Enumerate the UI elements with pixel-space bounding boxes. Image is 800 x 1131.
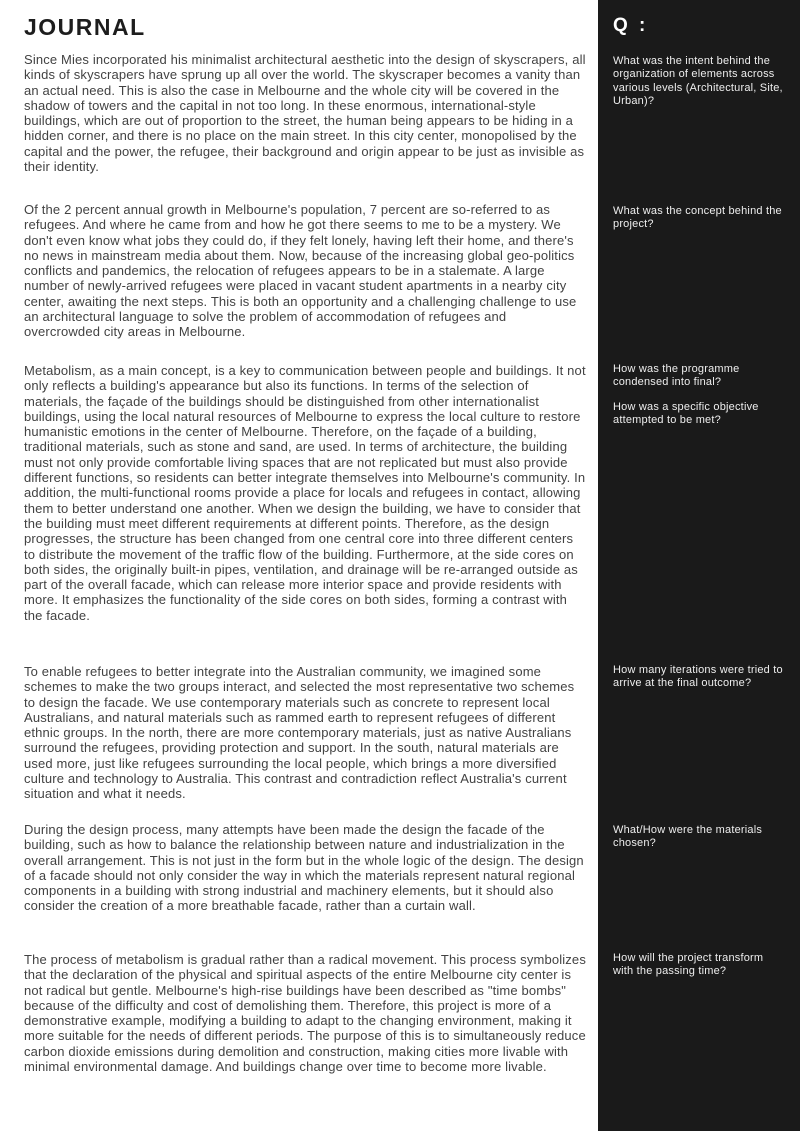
- journal-paragraph-materials: During the design process, many attempts have been made the design the facade of the building, such as how to balance the relationship between nature and industrialization in the overall arrangement. This is not just in the form but in the whole logic of the design. The design of a facade should not only consider the way in which the materials represent natural regional components in a building with strong industrial and machinery elements, but it should also consider the creation of a more breathable facade, rather than a curtain wall.: [24, 822, 584, 914]
- question-materials-chosen: What/How were the materials chosen?: [613, 824, 763, 850]
- page-title: JOURNAL: [24, 14, 146, 40]
- questions-sidebar: [598, 0, 800, 1131]
- question-intent-organization: What was the intent behind the organization of elements across various levels (Architectural, Site, Urban)?: [613, 55, 783, 108]
- journal-paragraph-schemes: To enable refugees to better integrate into the Australian community, we imagined some schemes to make the two groups interact, and selected the most representative two schemes to design the facade. We use contemporary materials such as concrete to represent local Australians, and natural materials such as rammed earth to represent refugees of different ethnic groups. In the north, there are more contemporary materials, just as native Australians surround the refugees, providing protection and support. In the south, natural materials are used more, just like refugees surrounding the local people, which brings a more diversified culture and technology to Australia. This contrast and contradiction reflect Australia's current situation and what it needs.: [24, 664, 575, 802]
- questions-heading: Q :: [613, 15, 649, 36]
- journal-paragraph-process: The process of metabolism is gradual rather than a radical movement. This process symbolizes that the declaration of the physical and spiritual aspects of the entire Melbourne city center is not radical but gentle. Melbourne's high-rise buildings have been described as "time bombs" because of the difficulty and cost of demolishing them. Therefore, this project is more of a demonstrative example, modifying a building to adapt to the changing environment, making it more suitable for the needs of different periods. The purpose of this is to simultaneously reduce carbon dioxide emissions during demolition and construction, making cities more livable with minimal environmental damage. And buildings change over time to become more livable.: [24, 952, 586, 1075]
- question-iterations: How many iterations were tried to arrive at the final outcome?: [613, 664, 783, 690]
- question-concept: What was the concept behind the project?: [613, 205, 782, 231]
- question-programme-condensed: How was the programme condensed into final?: [613, 363, 740, 389]
- journal-paragraph-metabolism: Metabolism, as a main concept, is a key to communication between people and buildings. It not only reflects a building's appearance but also its functions. In terms of the selection of materials, the façade of the buildings should be distinguished from other internationalist buildings, using the local natural resources of Melbourne to express the local culture to restore humanistic emotions in the center of Melbourne. Therefore, on the façade of a building, traditional materials, such as stone and sand, are used. In terms of architecture, the building must not only provide comfortable living spaces that are not replicated but must also provide different functions, so residents can better integrate themselves into Melbourne's community. In addition, the multi-functional rooms provide a place for locals and refugees in contact, allowing them to better understand one another. When we design the building, we have to consider that the building must meet different requirements at different points. Therefore, as the design progresses, the structure has been changed from one central core into three different centers to distribute the movement of the traffic flow of the building. Furthermore, at the side cores on both sides, the originally built-in pipes, ventilation, and drainage will be re-arranged outside as part of the overall facade, which can release more interior space and provide residents with more. It emphasizes the functionality of the side cores on both sides, forming a contrast with the facade.: [24, 363, 586, 623]
- question-specific-objective: How was a specific objective attempted to be met?: [613, 401, 759, 427]
- journal-paragraph-intro: Since Mies incorporated his minimalist architectural aesthetic into the design of skyscrapers, all kinds of skyscrapers have sprung up all over the world. The skyscraper becomes a vanity than an actual need. This is also the case in Melbourne and the whole city will be covered in the shadow of towers and the capital in not too long. In these enormous, international-style buildings, which are out of proportion to the street, the human being appears to be hiding in a hidden corner, and there is no place on the main street. In this city center, monopolised by the capital and the power, the refugee, their background and origin appear to be just as invisible as their identity.: [24, 52, 586, 175]
- question-transform-time: How will the project transform with the passing time?: [613, 952, 764, 978]
- journal-paragraph-refugees: Of the 2 percent annual growth in Melbourne's population, 7 percent are so-referred to as refugees. And where he came from and how he got there seems to me to be a mystery. We don't even know what jobs they could do, if they felt lonely, having left their home, and there's no news in mainstream media about them. Now, because of the increasing global geo-politics conflicts and pandemics, the relocation of refugees appears to be in a stalemate. A large number of newly-arrived refugees were placed in vacant student apartments in a nearby city center, awaiting the next steps. This is both an opportunity and a challenging challenge to use an architectural language to solve the problem of accommodation of refugees and overcrowded city areas in Melbourne.: [24, 202, 577, 340]
